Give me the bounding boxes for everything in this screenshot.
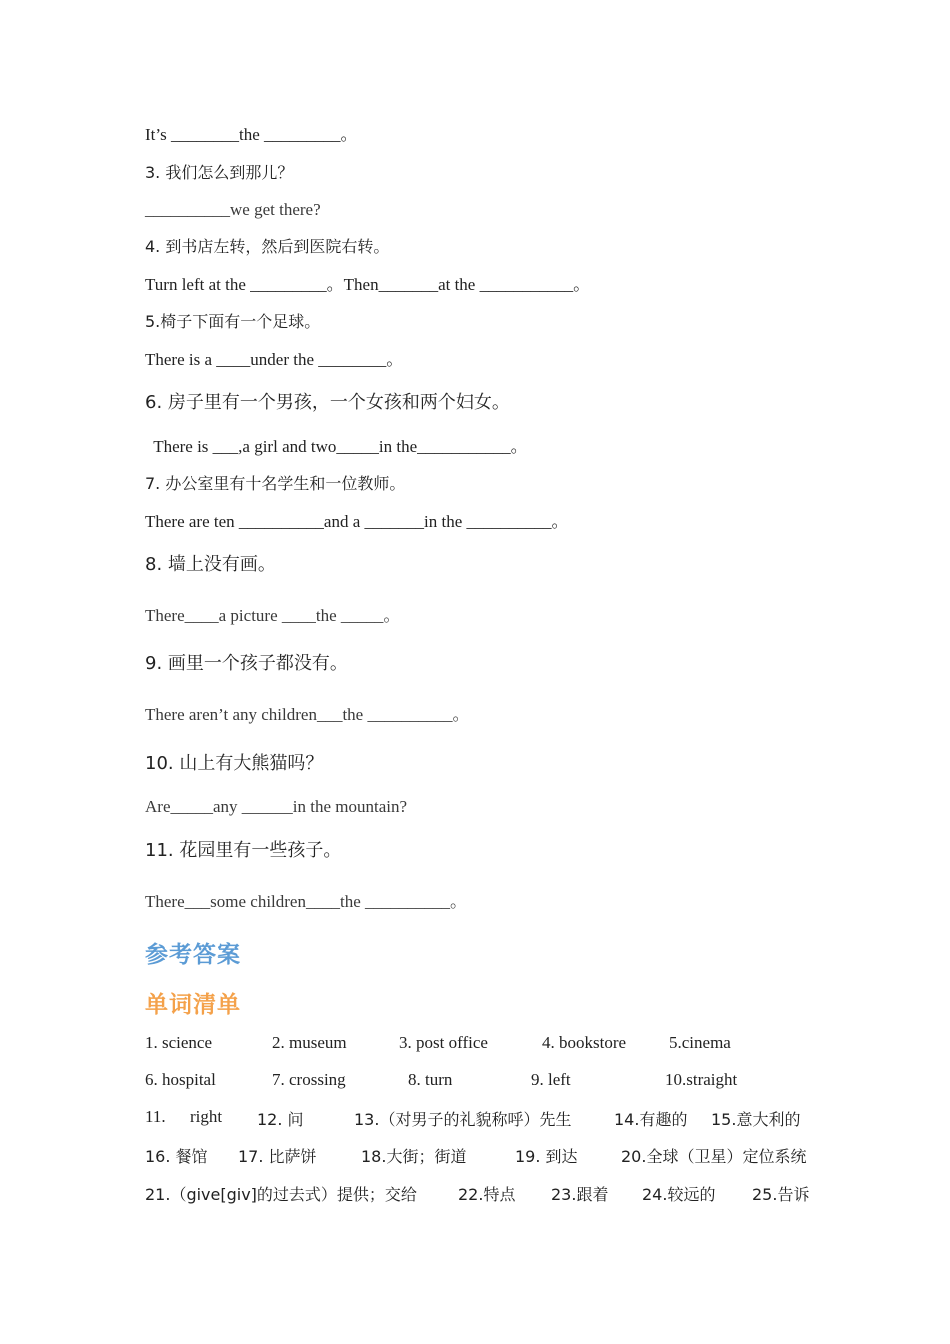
- wordlist-item: 25.告诉: [752, 1185, 810, 1204]
- wordlist-item: 19. 到达: [515, 1147, 578, 1166]
- wordlist-item: 12. 问: [257, 1110, 304, 1129]
- exercise-line: There is ___,a girl and two_____in the___________。: [145, 437, 528, 456]
- exercise-prompt: 4. 到书店左转，然后到医院右转。: [145, 237, 390, 256]
- wordlist-item: 10.straight: [665, 1070, 738, 1089]
- wordlist-item: 1. science: [145, 1033, 213, 1052]
- exercise-line: Turn left at the _________。Then_______at the ___________。: [145, 275, 591, 294]
- wordlist-heading: 单词清单: [145, 992, 241, 1018]
- wordlist-row: [145, 1070, 825, 1094]
- exercise-line: __________we get there?: [145, 200, 321, 219]
- wordlist-item: 15.意大利的: [711, 1110, 801, 1129]
- wordlist-item: 23.跟着: [551, 1185, 609, 1204]
- exercise-prompt: 6. 房子里有一个男孩，一个女孩和两个妇女。: [145, 392, 510, 413]
- exercise-line: Are_____any ______in the mountain?: [145, 797, 408, 816]
- wordlist-item: 22.特点: [458, 1185, 516, 1204]
- wordlist-item: 4. bookstore: [542, 1033, 627, 1052]
- wordlist-item: 6. hospital: [145, 1070, 216, 1089]
- wordlist-item: 20.全球（卫星）定位系统: [621, 1147, 807, 1166]
- exercise-prompt: 9. 画里一个孩子都没有。: [145, 653, 348, 674]
- wordlist-item: 21.（give[giv]的过去式）提供；交给: [145, 1185, 417, 1204]
- wordlist-item: 14.有趣的: [614, 1110, 688, 1129]
- exercise-prompt: 11. 花园里有一些孩子。: [145, 840, 342, 861]
- wordlist-item: 7. crossing: [272, 1070, 346, 1089]
- exercise-line: It’s ________the _________。: [145, 125, 358, 144]
- wordlist-row: [145, 1182, 825, 1206]
- exercise-line: There aren’t any children___the __________。: [145, 705, 470, 724]
- exercise-prompt: 8. 墙上没有画。: [145, 554, 276, 575]
- answers-heading: 参考答案: [145, 942, 241, 968]
- wordlist-item: 11.: [145, 1107, 166, 1126]
- wordlist-item: 24.较远的: [642, 1185, 716, 1204]
- wordlist-item: 5.cinema: [669, 1033, 731, 1052]
- exercise-prompt: 5.椅子下面有一个足球。: [145, 312, 321, 331]
- exercise-line: There____a picture ____the _____。: [145, 606, 401, 625]
- wordlist-item: 8. turn: [408, 1070, 453, 1089]
- wordlist-item: right: [190, 1107, 223, 1126]
- exercise-line: There are ten __________and a _______in the __________。: [145, 512, 569, 531]
- wordlist-row: [145, 1107, 825, 1131]
- exercise-line: There___some children____the __________。: [145, 892, 467, 911]
- exercise-prompt: 10. 山上有大熊猫吗？: [145, 753, 324, 774]
- wordlist-item: 16. 餐馆: [145, 1147, 208, 1166]
- wordlist-item: 9. left: [531, 1070, 571, 1089]
- exercise-prompt: 7. 办公室里有十名学生和一位教师。: [145, 474, 406, 493]
- wordlist-item: 18.大街；街道: [361, 1147, 467, 1166]
- exercise-prompt: 3. 我们怎么到那儿？: [145, 163, 294, 182]
- wordlist-row: [145, 1144, 825, 1168]
- wordlist-row: [145, 1033, 825, 1057]
- wordlist-item: 13.（对男子的礼貌称呼）先生: [354, 1110, 572, 1129]
- wordlist-item: 3. post office: [399, 1033, 488, 1052]
- wordlist-item: 2. museum: [272, 1033, 347, 1052]
- wordlist-item: 17. 比萨饼: [238, 1147, 317, 1166]
- exercise-line: There is a ____under the ________。: [145, 350, 404, 369]
